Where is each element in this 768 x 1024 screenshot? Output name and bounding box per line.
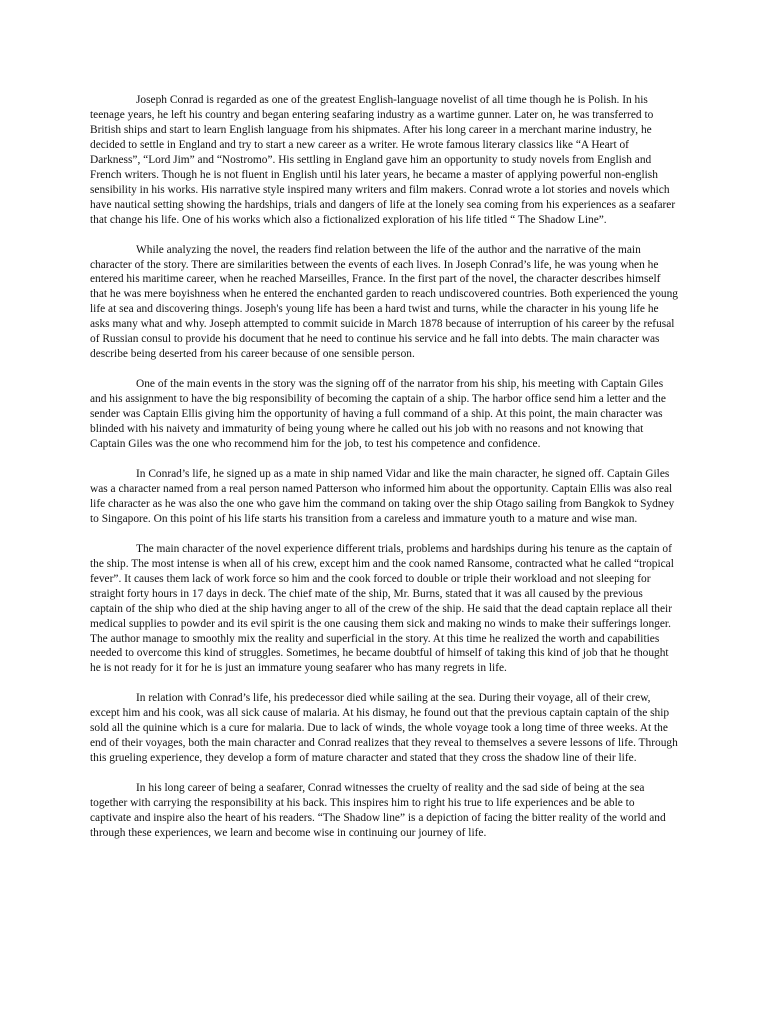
paragraph-3: One of the main events in the story was the signing off of the narrator from his ship, his meeting with Captain Giles and his assignment to have the big responsibility of becoming the captain of a ship. The harbor office send him a letter and the sender was Captain Ellis giving him the opportunity of having a full command of a ship. At this point, the main character was blinded with his naivety and immaturity of being young where he called out his job with no reasons and not knowing that Captain Giles was the one who recommend him for the job, to test his competence and confidence. <box>90 378 666 451</box>
paragraph-4: In Conrad’s life, he signed up as a mate in ship named Vidar and like the main character, he signed off. Captain Giles was a character named from a real person named Patterson who informed him about the opportunity. Captain Ellis was also real life character as he was also the one who gave him the command on taking over the ship Otago sailing from Bangkok to Sydney to Singapore. On this point of his life starts his transition from a careless and immature youth to a mature and wise man. <box>90 467 675 525</box>
paragraph-2: While analyzing the novel, the readers find relation between the life of the author and the narrative of the main character of the story. There are similarities between the events of each lives. In Joseph Conrad’s life, he was young when he entered his maritime career, when he reached Marseilles, France. In the first part of the novel, the character describes himself that he was mere boyishness when he entered the enchanted garden to reach undiscovered countries. Both experienced the young life at sea and discovering things. Joseph's young life has been a hard twist and turns, while the character in his young life he asks many what and why. Joseph attempted to commit suicide in March 1878 because of interruption of his career by the refusal of Russian consul to provide his document that he need to continue his service and he fall into debts. The main character was describe being deserted from his career because of one sensible person. <box>90 243 678 361</box>
paragraph-5: The main character of the novel experience different trials, problems and hardships during his tenure as the captain of the ship. The most intense is when all of his crew, except him and the cook named Ransome, contracted what he called “tropical fever”. It causes them lack of work force so him and the cook forced to double or triple their workload and not sleeping for straight forty hours in 17 days in deck. The chief mate of the ship, Mr. Burns, stated that it was all caused by the previous captain of the ship who died at the ship having anger to all of the crew of the ship. He said that the dead captain replace all their medical supplies to powder and its evil spirit is the one causing them sick and making no winds to make their sufferings longer. The author manage to smoothly mix the reality and superficial in the story. At this time he realized the worth and capabilities needed to overcome this kind of struggles. Sometimes, he became doubtful of himself of taking this kind of job that he thought he is not ready for it for he is just an immature young seafarer who has many regrets in life. <box>90 542 674 675</box>
paragraph-7: In his long career of being a seafarer, Conrad witnesses the cruelty of reality and the sad side of being at the sea together with carrying the responsibility at his back. This inspires him to right his true to life experiences and be able to captivate and inspire also the heart of his readers. “The Shadow line” is a depiction of facing the bitter reality of the world and through these experiences, we learn and become wise in continuing our journey of life. <box>90 782 666 839</box>
paragraph-6: In relation with Conrad’s life, his predecessor died while sailing at the sea. During their voyage, all of their crew, except him and his cook, was all sick cause of malaria. At his dismay, he found out that the previous captain captain of the ship sold all the quinine which is a cure for malaria. Due to lack of winds, the whole voyage took a long time of three weeks. At the end of their voyages, both the main character and Conrad realizes that they reveal to themselves a severe lessons of life. Through this grueling experience, they develop a form of mature character and stated that they cross the shadow line of their life. <box>90 692 678 765</box>
paragraph-1: Joseph Conrad is regarded as one of the greatest English-language novelist of all time though he is Polish. In his teenage years, he left his country and began entering seafaring industry as a wartime gunner. Later on, he was transferred to British ships and start to learn English language from his shipmates. After his long career in a merchant marine industry, he decided to settle in England and try to start a new career as a writer. He wrote famous literary classics like “A Heart of Darkness”, “Lord Jim” and “Nostromo”. His settling in England gave him an opportunity to study novels from English and French writers. Though he is not fluent in English until his later years, he became a master of applying powerful non-english sensibility in his works. His narrative style inspired many writers and film makers. Conrad wrote a lot stories and novels which have nautical setting showing the hardships, trials and dangers of life at the lonely sea coming from his experiences as a seafarer that change his life. One of his works which also a fictionalized exploration of his life titled “ The Shadow Line”. <box>90 94 676 226</box>
essay-body <box>90 93 678 856</box>
